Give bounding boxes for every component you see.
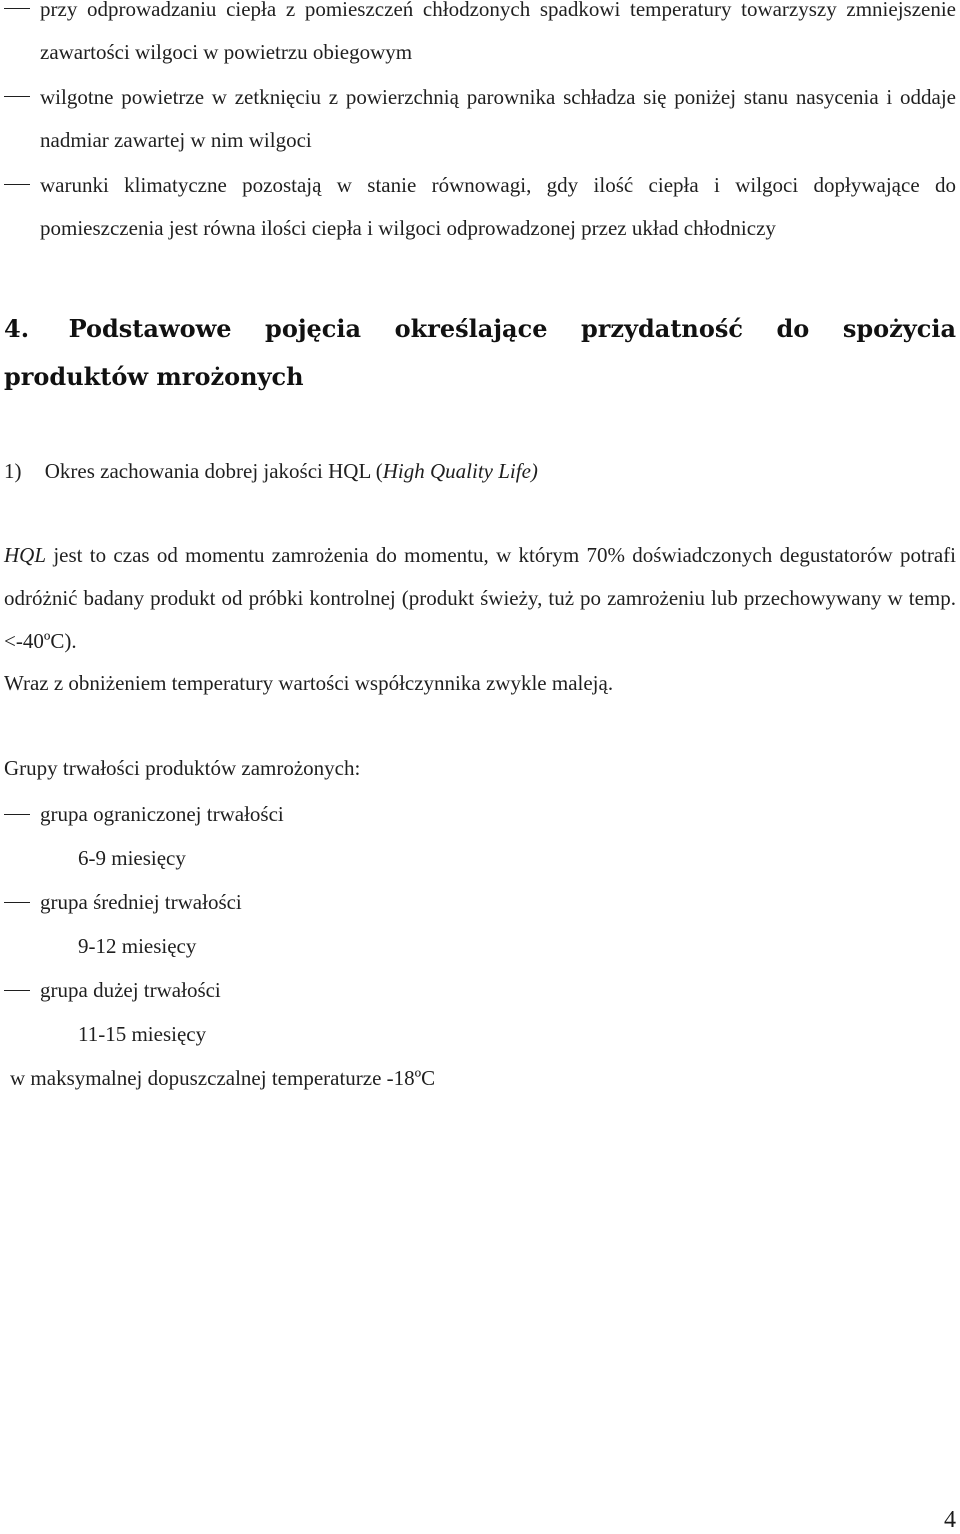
intro-bullet-list-2 bbox=[4, 76, 956, 162]
section-title: Podstawowe pojęcia określające przydatność do spożycia produktów mrożonych bbox=[4, 314, 956, 391]
intro-bullet-list bbox=[4, 0, 956, 74]
section-heading bbox=[4, 305, 956, 401]
definition-paragraph bbox=[4, 534, 956, 663]
intro-bullet-text: przy odprowadzaniu ciepła z pomieszczeń chłodzonych spadkowi temperatury towarzyszy zmniejszenie zawartości wilgoci w powietrzu obiegowym bbox=[40, 0, 956, 64]
dash-bullet-icon bbox=[4, 184, 30, 185]
intro-bullet-text: warunki klimatyczne pozostają w stanie równowagi, gdy ilość ciepła i wilgoci dopływające do pomieszczenia jest równa ilości ciepła i wilgoci odprowadzonej przez układ chłodniczy bbox=[40, 173, 956, 240]
definition-term: HQL bbox=[4, 543, 47, 567]
group-item bbox=[4, 793, 956, 837]
groups-intro bbox=[4, 747, 956, 790]
intro-bullet-item bbox=[4, 164, 956, 250]
group-entry bbox=[4, 793, 956, 881]
subsection-line bbox=[4, 450, 956, 493]
section-number: 4. bbox=[4, 314, 30, 343]
groups-footer: w maksymalnej dopuszczalnej temperaturze -18ºC bbox=[10, 1066, 436, 1090]
group-duration: 11-15 miesięcy bbox=[78, 1022, 207, 1046]
group-entry bbox=[4, 969, 956, 1057]
intro-bullet-list-3 bbox=[4, 164, 956, 250]
group-entry bbox=[4, 881, 956, 969]
subsection-label: 1) bbox=[4, 459, 22, 483]
page-number: 4 bbox=[944, 1507, 956, 1533]
dash-bullet-icon bbox=[4, 96, 30, 97]
dash-bullet-icon bbox=[4, 990, 30, 991]
group-item bbox=[4, 881, 956, 925]
note-text: Wraz z obniżeniem temperatury wartości współczynnika zwykle maleją. bbox=[4, 671, 614, 695]
group-duration: 6-9 miesięcy bbox=[78, 846, 186, 870]
intro-bullet-item bbox=[4, 0, 956, 74]
subsection-italic-text: High Quality Life) bbox=[382, 459, 538, 483]
subsection-text: Okres zachowania dobrej jakości HQL ( bbox=[44, 459, 383, 483]
group-item bbox=[4, 969, 956, 1013]
group-label: grupa ograniczonej trwałości bbox=[40, 802, 284, 826]
group-label: grupa średniej trwałości bbox=[40, 890, 242, 914]
dash-bullet-icon bbox=[4, 814, 30, 815]
dash-bullet-icon bbox=[4, 8, 30, 9]
groups-list bbox=[4, 793, 956, 1101]
definition-text: jest to czas od momentu zamrożenia do momentu, w którym 70% doświadczonych degustatorów potrafi odróżnić badany produkt od próbki kontrolnej (produkt świeży, tuż po zamrożeniu lub przechowywany w temp. <-40ºC). bbox=[4, 543, 956, 653]
dash-bullet-icon bbox=[4, 902, 30, 903]
groups-intro-text: Grupy trwałości produktów zamrożonych: bbox=[4, 756, 361, 780]
intro-bullet-text: wilgotne powietrze w zetknięciu z powierzchnią parownika schładza się poniżej stanu nasycenia i oddaje nadmiar zawartej w nim wilgoci bbox=[40, 85, 956, 152]
note-paragraph bbox=[4, 662, 956, 705]
intro-bullet-item bbox=[4, 76, 956, 162]
group-duration: 9-12 miesięcy bbox=[78, 934, 197, 958]
group-label: grupa dużej trwałości bbox=[40, 978, 221, 1002]
